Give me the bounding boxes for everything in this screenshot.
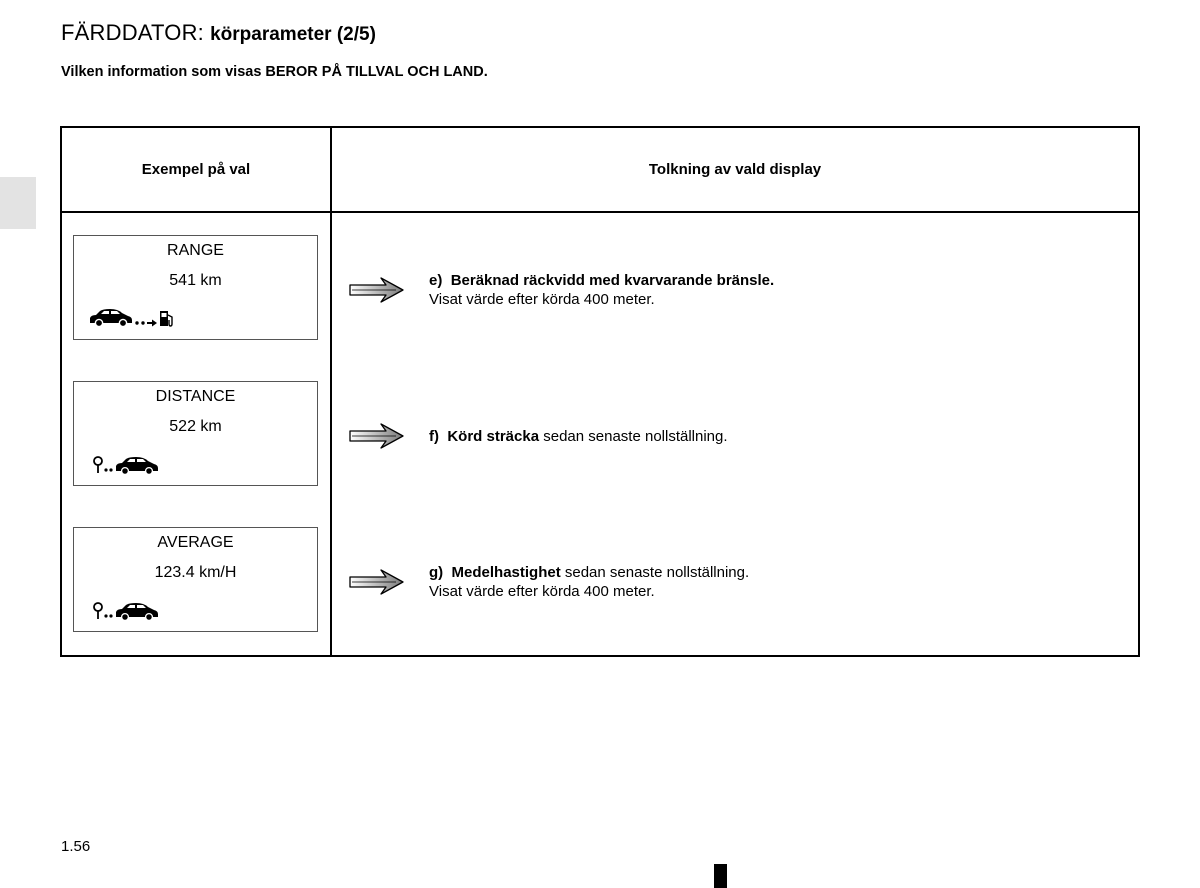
item-text: sedan senaste nollställning. <box>539 428 728 445</box>
header-divider <box>62 211 1138 213</box>
display-label: AVERAGE <box>157 534 234 551</box>
item-line2: Visat värde efter körda 400 meter. <box>429 583 655 600</box>
reset-to-car-icon <box>92 452 162 481</box>
display-value: 541 km <box>169 272 222 289</box>
page-edge-marker <box>714 864 727 888</box>
page-title <box>61 20 376 46</box>
header-interpretation: Tolkning av vald display <box>648 161 822 178</box>
arrow-icon <box>348 423 406 454</box>
page-number: 1.56 <box>61 838 91 855</box>
item-line2: Visat värde efter körda 400 meter. <box>429 291 655 308</box>
item-bold-text: Medelhastighet <box>451 564 561 581</box>
info-table <box>60 126 1140 657</box>
header-examples: Exempel på val <box>141 161 251 178</box>
item-letter: g) <box>429 564 444 581</box>
item-letter: e) <box>429 272 443 289</box>
arrow-icon <box>348 569 406 600</box>
item-bold-text: Körd sträcka <box>447 428 540 445</box>
title-main: FÄRDDATOR: <box>61 20 204 45</box>
display-example-distance <box>73 381 318 486</box>
item-letter: f) <box>429 428 439 445</box>
reset-to-car-icon <box>92 598 162 627</box>
title-sub: körparameter (2/5) <box>210 24 376 45</box>
display-example-range <box>73 235 318 340</box>
chapter-tab <box>0 177 36 229</box>
page-subtitle: Vilken information som visas BEROR PÅ TILLVAL OCH LAND. <box>61 64 488 80</box>
display-example-average <box>73 527 318 632</box>
description-e <box>429 271 774 309</box>
description-f <box>429 427 728 446</box>
display-value: 123.4 km/H <box>154 564 237 581</box>
display-label: DISTANCE <box>155 388 236 405</box>
display-label: RANGE <box>167 242 224 259</box>
item-bold-text: Beräknad räckvidd med kvarvarande bränsle. <box>450 272 775 289</box>
item-text: sedan senaste nollställning. <box>560 564 750 581</box>
display-value: 522 km <box>169 418 222 435</box>
car-to-fuel-pump-icon <box>88 306 178 335</box>
arrow-icon <box>348 277 406 308</box>
description-g <box>429 563 749 601</box>
